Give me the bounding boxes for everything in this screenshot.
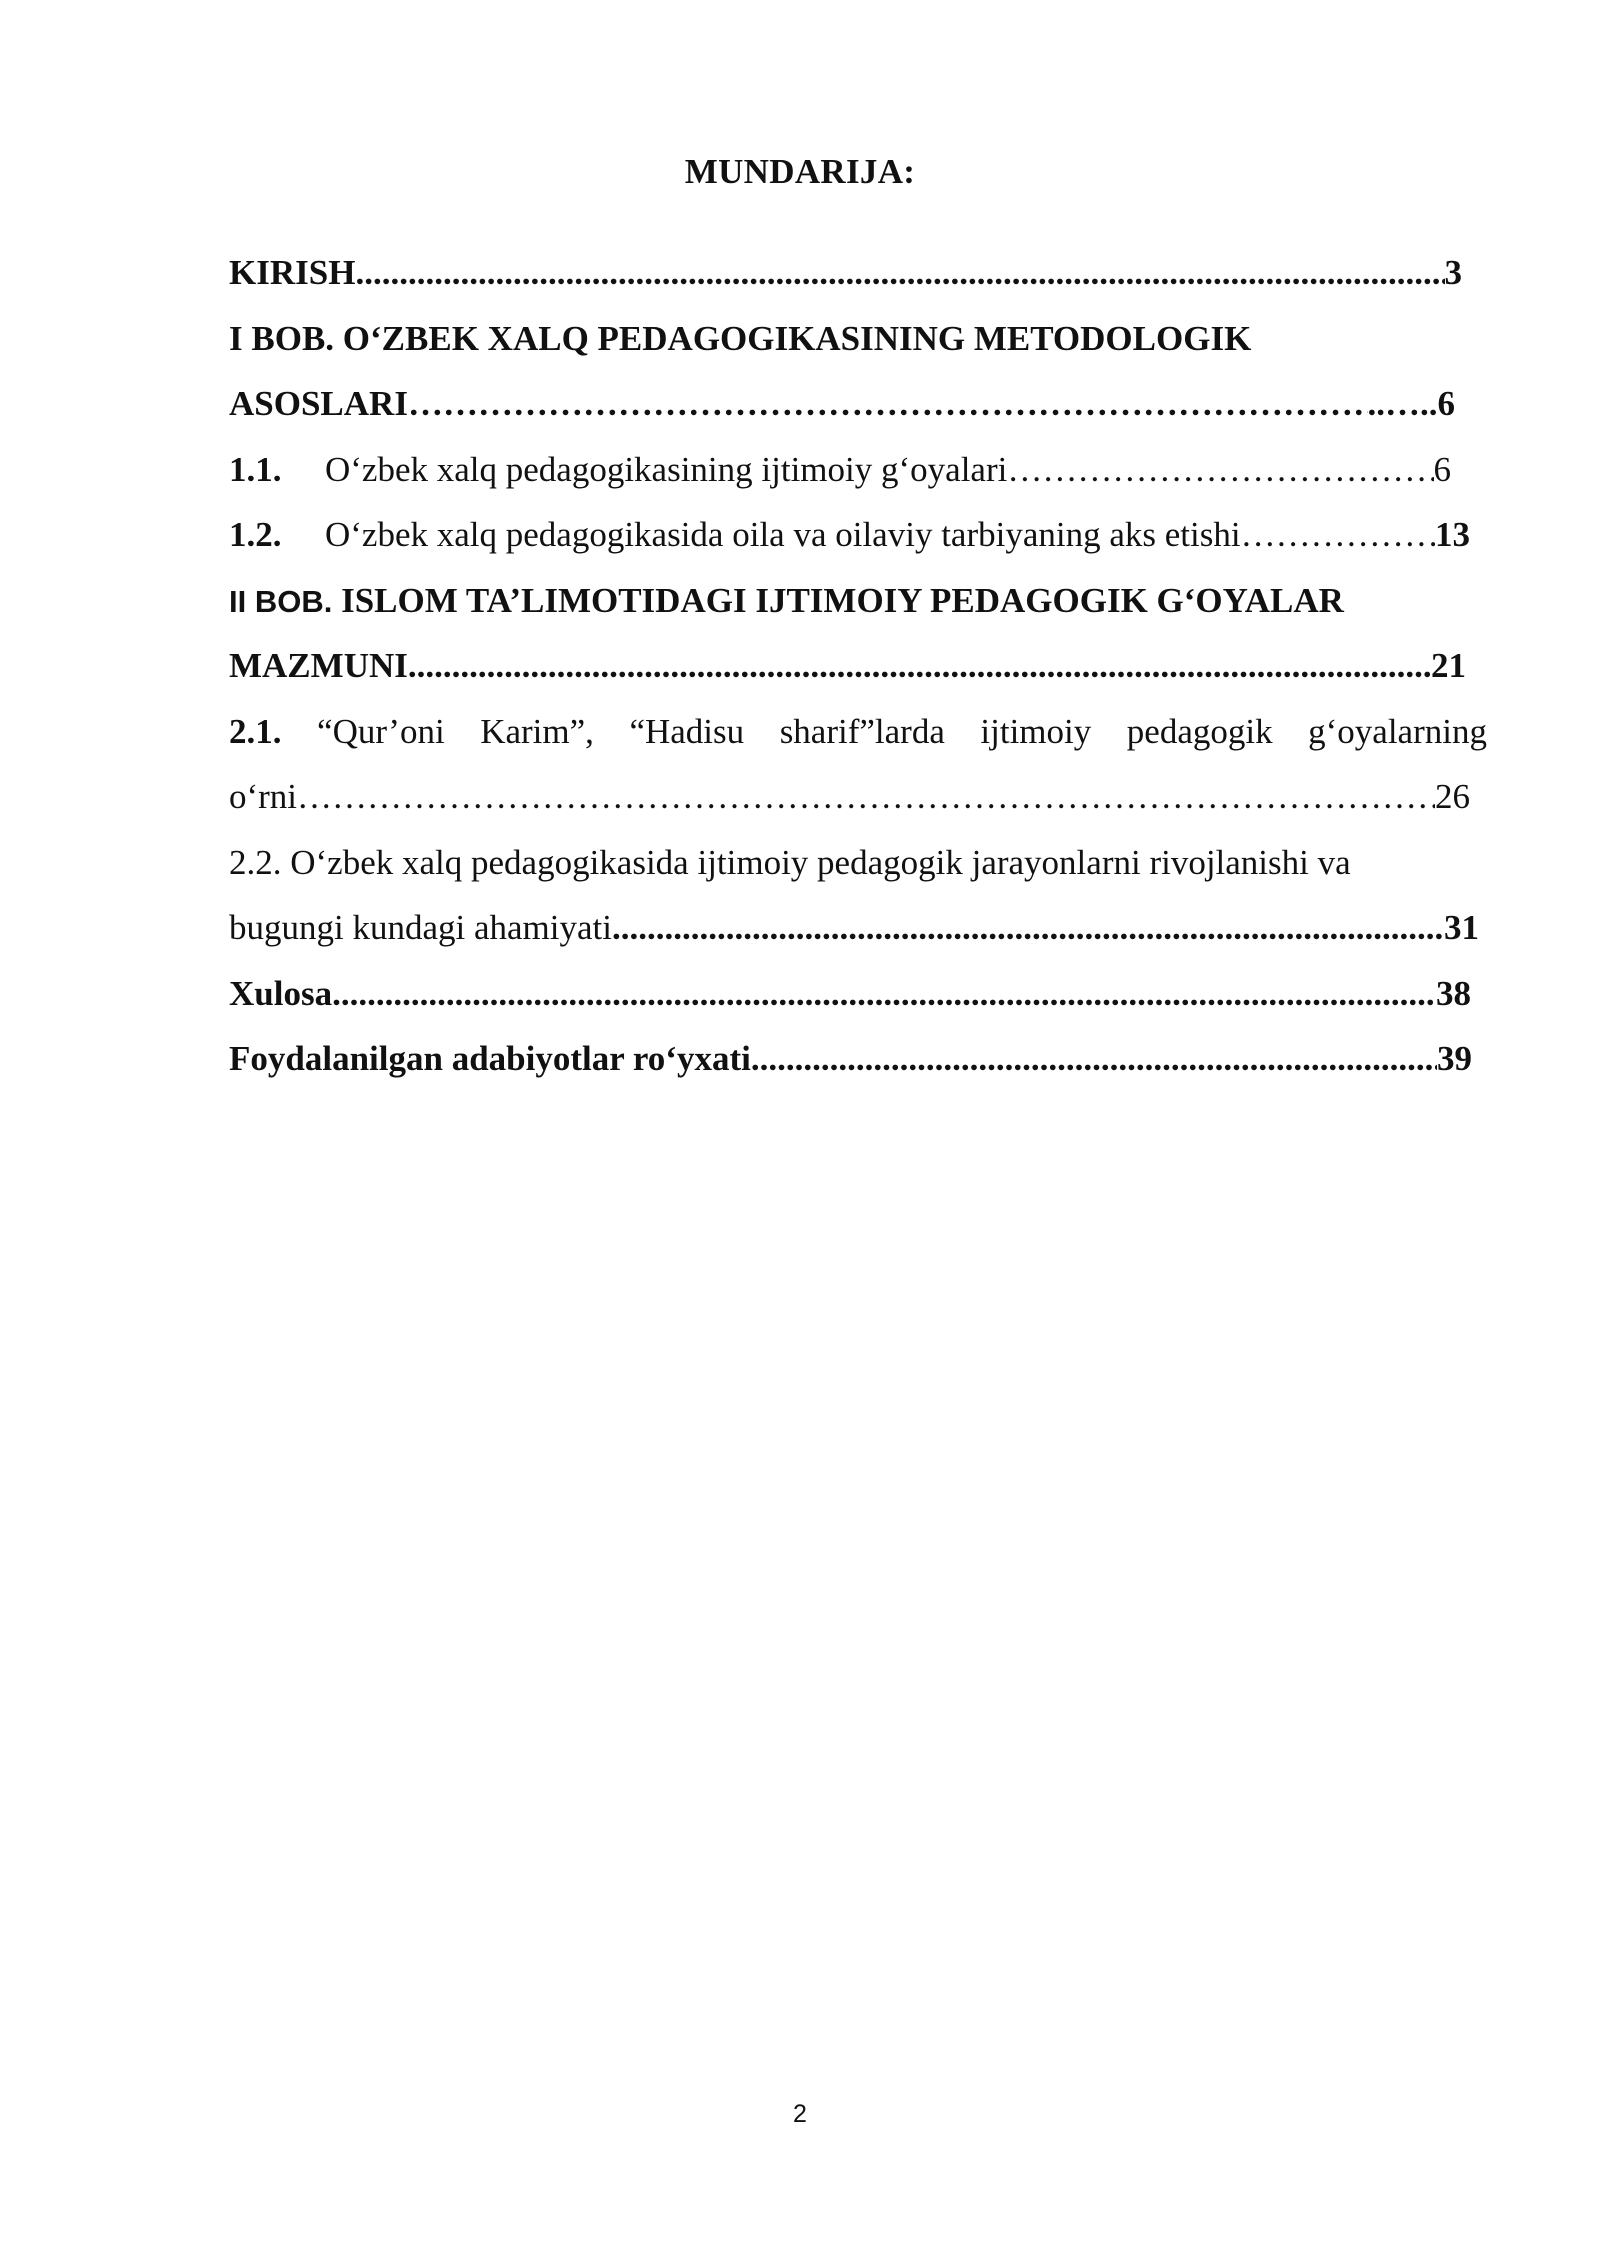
toc-leader-tail: ..….. <box>1367 384 1438 423</box>
toc-entry-bob2-line1[interactable] <box>229 568 1487 634</box>
toc-word: pedagogik <box>1126 711 1273 751</box>
toc-word: sharif”larda <box>779 711 945 751</box>
toc-word: “Qur’oni <box>317 711 445 751</box>
toc-leader-dots <box>751 1026 1437 1092</box>
toc-entry-kirish[interactable] <box>229 240 1462 306</box>
toc-entry-text: MAZMUNI <box>229 646 408 685</box>
toc-page-number: 31 <box>1444 908 1479 947</box>
toc-page-number: 3 <box>1444 253 1462 292</box>
toc-page-number: 39 <box>1437 1039 1472 1078</box>
toc-entry-2-2-line1[interactable] <box>229 830 1487 896</box>
toc-chapter-prefix: II BOB. <box>229 583 333 619</box>
toc-entry-text: 2.2. O‘zbek xalq pedagogikasida ijtimoiy pedagogik jarayonlarni rivojlanishi va <box>229 842 1351 882</box>
toc-entry-2-1-line1[interactable] <box>229 699 1487 765</box>
toc-page-number: 26 <box>1435 777 1470 816</box>
toc-leader-dots <box>1241 502 1435 568</box>
toc-word: ijtimoiy <box>980 711 1092 751</box>
toc-entry-text: O‘zbek xalq pedagogikasida oila va oilaviy tarbiyaning aks etishi <box>325 515 1241 554</box>
toc-leader-dots <box>408 371 1368 437</box>
table-of-contents <box>229 240 1487 1092</box>
toc-entry-bob2-line2[interactable] <box>229 633 1466 699</box>
toc-word: g‘oyalarning <box>1308 711 1487 751</box>
toc-page-number: 38 <box>1436 973 1471 1013</box>
toc-entry-text: o‘rni <box>229 777 298 816</box>
toc-entry-1-2[interactable] <box>229 502 1470 568</box>
toc-entry-text: O‘zbek xalq pedagogikasining ijtimoiy g‘oyalari <box>325 449 1008 489</box>
toc-entry-2-2-line2[interactable] <box>229 895 1479 961</box>
toc-word: Karim”, <box>480 711 594 751</box>
toc-leader-dots <box>408 633 1431 699</box>
toc-entry-2-1-line2[interactable] <box>229 764 1470 830</box>
toc-entry-1-1[interactable] <box>229 437 1451 503</box>
toc-entry-adabiyotlar[interactable] <box>229 1026 1472 1092</box>
toc-leader-dots <box>612 895 1444 961</box>
toc-section-number: 1.2. <box>229 515 282 554</box>
toc-entry-text: Foydalanilgan adabiyotlar ro‘yxati <box>229 1039 751 1078</box>
toc-entry-text: I BOB. O‘ZBEK XALQ PEDAGOGIKASINING METODOLOGIK <box>229 318 1252 358</box>
toc-leader-dots <box>355 240 1444 306</box>
toc-entry-text: Xulosa <box>229 973 333 1013</box>
toc-entry-bob1-line2[interactable] <box>229 371 1455 437</box>
toc-leader-dots <box>297 764 1435 830</box>
toc-page-number: 21 <box>1431 646 1466 685</box>
toc-entry-xulosa[interactable] <box>229 961 1471 1027</box>
toc-entry-text: ISLOM TA’LIMOTIDAGI IJTIMOIY PEDAGOGIK G‘OYALAR <box>341 580 1344 620</box>
toc-entry-text: ASOSLARI <box>229 384 408 423</box>
toc-page-number: 6 <box>1437 384 1455 423</box>
toc-section-number: 1.1. <box>229 449 282 489</box>
toc-entry-text: bugungi kundagi ahamiyati <box>229 908 612 947</box>
page-number: 2 <box>793 2100 807 2128</box>
toc-page-number: 6 <box>1433 449 1451 489</box>
toc-section-number: 2.1. <box>229 711 282 751</box>
toc-page-number: 13 <box>1435 515 1470 554</box>
toc-entry-bob1-line1[interactable] <box>229 306 1487 372</box>
toc-leader-dots <box>332 961 1436 1027</box>
toc-word: “Hadisu <box>629 711 745 751</box>
toc-entry-text: KIRISH <box>229 253 356 292</box>
page-title: MUNDARIJA: <box>684 152 916 191</box>
toc-leader-dots <box>1007 437 1433 503</box>
